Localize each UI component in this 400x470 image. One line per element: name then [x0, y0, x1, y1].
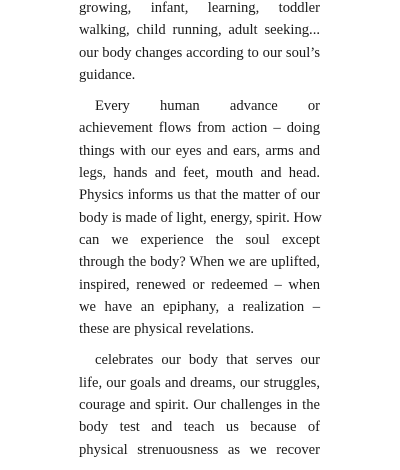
text-line: legs, hands and feet, mouth and head. [79, 165, 320, 182]
text-line: physical strenuousness as we recover [79, 441, 320, 458]
text-line: Physics informs us that the matter of our [79, 187, 320, 204]
text-line: these are physical revelations. [79, 321, 255, 338]
text-line: life, our goals and dreams, our struggles, [79, 374, 320, 391]
text-line: Every human advance or [95, 98, 320, 115]
text-line: walking, child running, adult seeking... [79, 22, 320, 39]
text-line: things with our eyes and ears, arms and [79, 142, 320, 159]
text-line: we have an epiphany, a realization – [79, 298, 320, 315]
paragraph-1 [79, 0, 320, 86]
text-line: achievement flows from action – doing [79, 120, 320, 137]
text-line: through the body? When we are uplifted, [79, 254, 320, 271]
text-line: guidance. [79, 66, 136, 83]
paragraph-2 [79, 95, 320, 340]
text-line: our body changes according to our soul’s [79, 44, 320, 61]
text-line: body test and teach us because of [79, 419, 320, 436]
text-line: can we experience the soul except [79, 231, 320, 248]
body-text [79, 0, 320, 470]
text-line: body is made of light, energy, spirit. How [79, 209, 322, 226]
text-line: celebrates our body that serves our [95, 352, 320, 369]
text-line: growing, infant, learning, toddler [79, 0, 320, 16]
paragraph-3 [79, 349, 320, 460]
text-line: courage and spirit. Our challenges in the [79, 397, 320, 414]
text-line: inspired, renewed or redeemed – when [79, 276, 320, 293]
